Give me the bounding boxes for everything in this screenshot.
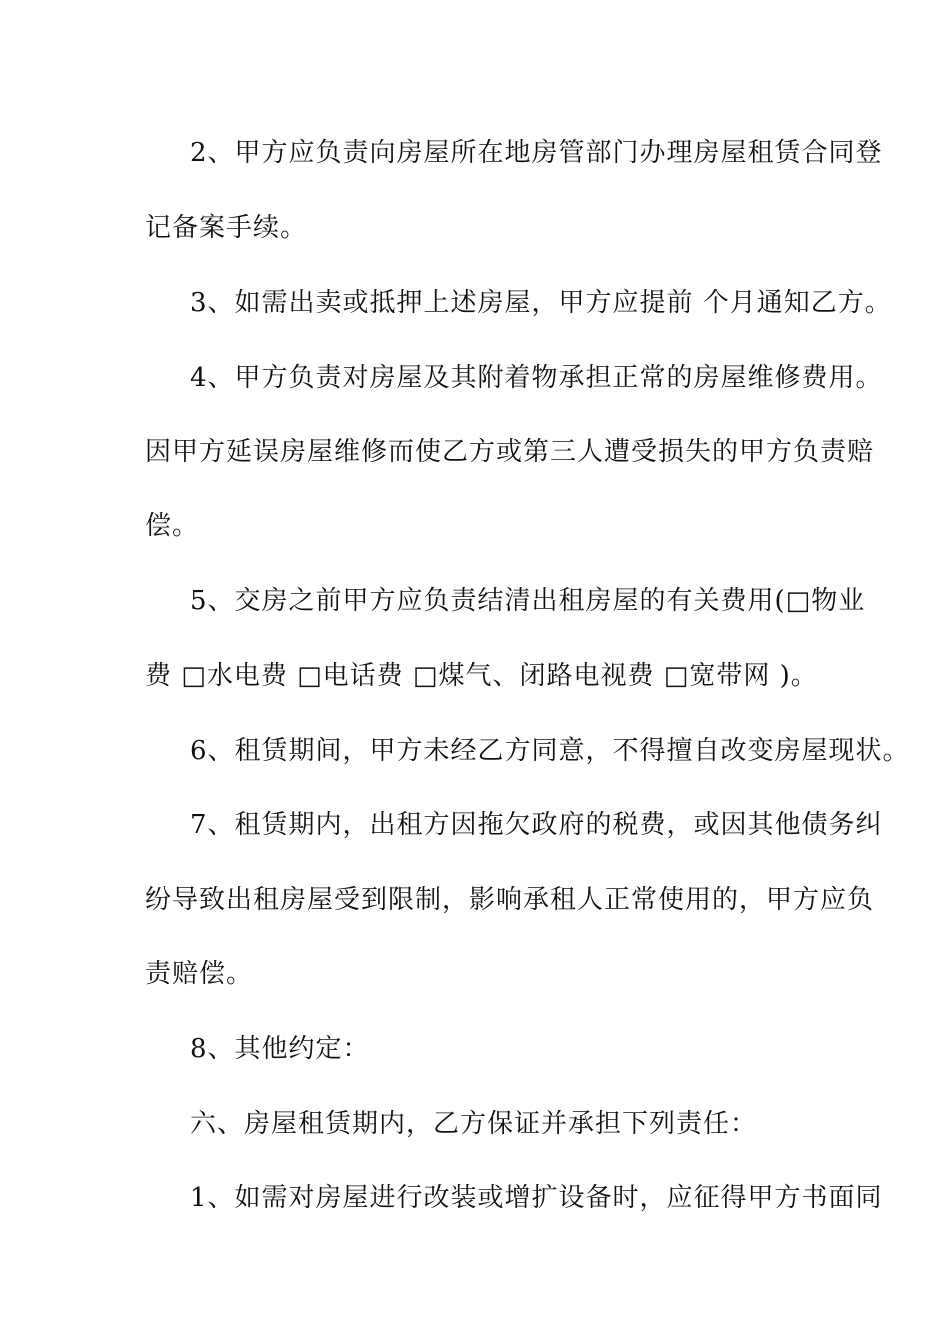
clause-5-line-1: 5、交房之前甲方应负责结清出租房屋的有关费用(□物业 [190,586,866,616]
clause-2-line-2: 记备案手续。 [145,213,308,243]
clause-3-line-1: 3、如需出卖或抵押上述房屋，甲方应提前 个月通知乙方。 [190,288,892,318]
section-6-heading: 六、房屋租赁期内，乙方保证并承担下列责任： [190,1109,758,1139]
section-6-clause-1-line-1: 1、如需对房屋进行改装或增扩设备时，应征得甲方书面同 [190,1183,883,1213]
clause-4-line-1: 4、甲方负责对房屋及其附着物承担正常的房屋维修费用。 [190,363,883,393]
clause-7-line-2: 纷导致出租房屋受到限制，影响承租人正常使用的，甲方应负 [145,885,875,915]
clause-6-line-1: 6、租赁期间，甲方未经乙方同意，不得擅自改变房屋现状。 [190,736,910,766]
clause-4-line-2: 因甲方延误房屋维修而使乙方或第三人遭受损失的甲方负责赔 [145,437,875,467]
clause-7-line-3: 责赔偿。 [145,959,254,989]
clause-5-line-2: 费 □水电费 □电话费 □煤气、闭路电视费 □宽带网 )。 [145,661,818,691]
clause-2-line-1: 2、甲方应负责向房屋所在地房管部门办理房屋租赁合同登 [190,138,883,168]
clause-7-line-1: 7、租赁期内，出租方因拖欠政府的税费，或因其他债务纠 [190,810,883,840]
clause-8-line-1: 8、其他约定： [190,1034,370,1064]
clause-4-line-3: 偿。 [145,511,200,541]
